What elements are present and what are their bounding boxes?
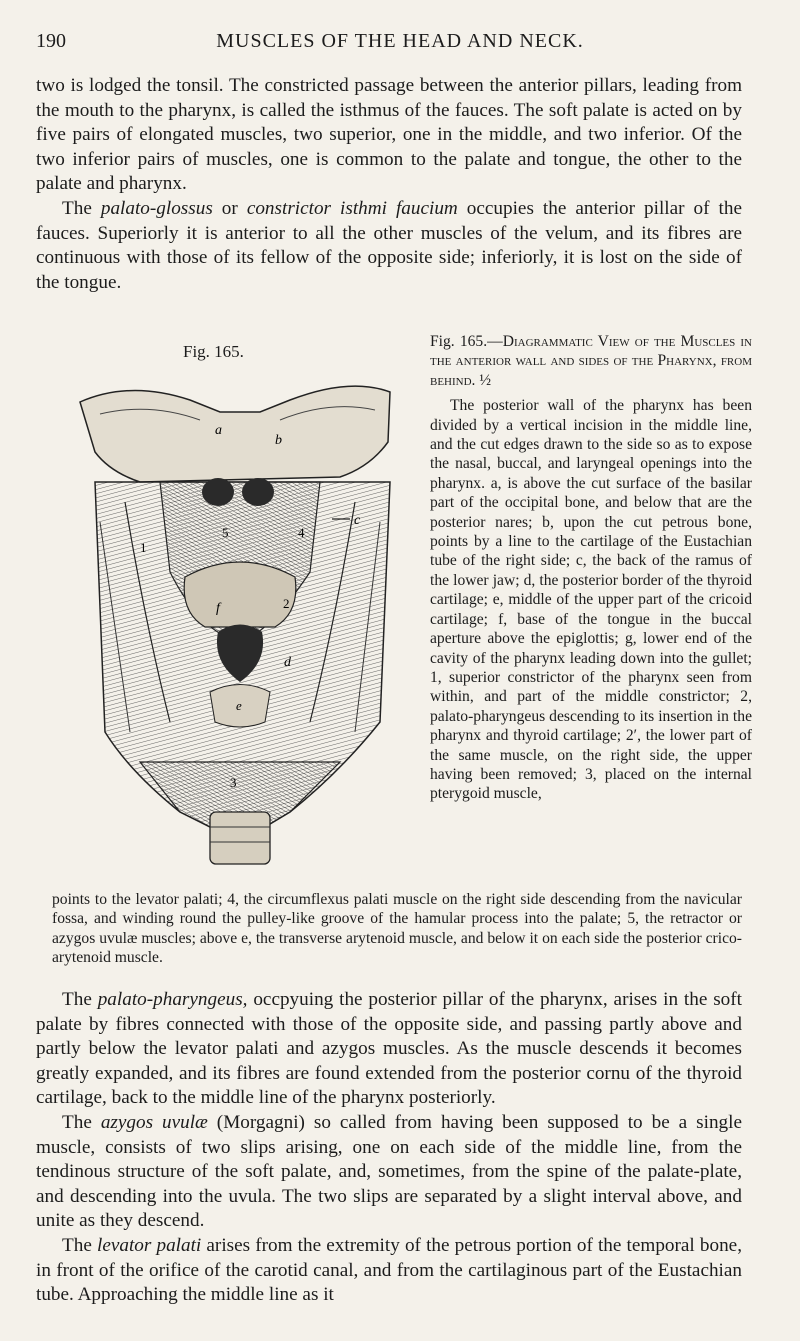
term-palato-glossus: palato-glossus — [100, 197, 213, 219]
page-number: 190 — [36, 30, 66, 52]
main-text — [36, 988, 742, 1308]
term-constrictor-isthmi-faucium: constrictor isthmi faucium — [246, 197, 458, 219]
label-a: a — [215, 423, 222, 438]
pharynx-engraving — [70, 372, 410, 868]
term-azygos-uvulae: azygos uvulæ — [100, 1111, 208, 1133]
label-b: b — [275, 433, 282, 448]
label-3: 3 — [230, 775, 237, 790]
label-5: 5 — [222, 525, 229, 540]
running-head: MUSCLES OF THE HEAD AND NECK. — [216, 30, 584, 52]
intro-text — [36, 74, 742, 295]
label-c: c — [354, 513, 361, 528]
skull-base — [80, 386, 390, 482]
term-palato-pharyngeus: palato-pharyngeus, — [97, 989, 248, 1010]
caption-continuation: points to the levator palati; 4, the circumflexus palati muscle on the right side descending from the navicular fossa, and winding round the pulley-like groove of the hamular process into the palate; 5, the retractor or azygos uvulæ muscles; above e, the transverse arytenoid muscle, and below it on each side the posterior crico-arytenoid muscle. — [52, 891, 742, 967]
paragraph-palato-glossus: The palato-glossus or constrictor isthmi faucium occupies the anterior pillar of the fauces. Superiorly it is anterior to all the other muscles of the velum, and its fibres are continuous with those of its fellow of the opposite side; inferiorly, it is lost on the side of the tongue. — [36, 197, 742, 293]
label-e: e — [236, 698, 242, 713]
page-header — [36, 30, 764, 60]
caption-body: The posterior wall of the pharynx has been divided by a vertical incision in the middle line, and the cut edges drawn to the side so as to expose the nasal, buccal, and laryngeal openings into the pharynx. a, is above the cut surface of the basilar part of the occipital bone, and below that are the posterior nares; b, upon the cut petrous bone, points by a line to the cartilage of the Eustachian tube of the right side; c, the back of the ramus of the lower jaw; d, the posterior border of the thyroid cartilage; e, middle of the upper part of the cricoid cartilage; f, base of the tongue in the buccal aperture above the epiglottis; g, lower end of the cavity of the pharynx leading down into the gullet; 1, superior constrictor of the pharynx seen from within, and part of the middle constrictor; 2, palato-pharyngeus descending to its insertion in the pharynx and thyroid cartilage; 2′, the lower part of the same muscle, on the right side, the upper having been removed; 3, placed on the internal pterygoid muscle, — [430, 397, 752, 803]
paragraph-palato-pharyngeus: The palato-pharyngeus, occpyuing the posterior pillar of the pharynx, arises in the soft palate by fibres connected with those of the opposite side, and passing partly above and partly below the levator palati and azygos muscles. As the muscle descends it becomes greatly expanded, and its fibres are found extended from the posterior cornu of the thyroid cartilage, back to the middle line of the pharynx posteriorly. — [36, 989, 742, 1109]
label-4: 4 — [298, 525, 305, 540]
buccal-aperture — [184, 562, 296, 627]
figure-caption — [430, 332, 752, 804]
esophagus — [210, 812, 270, 864]
paragraph-levator-palati: The levator palati arises from the extremity of the petrous portion of the temporal bone, in front of the orifice of the carotid canal, and from the cartilaginous part of the Eustachian tube. Approaching the middle line as it — [36, 1234, 742, 1306]
pharynx-illustration — [70, 372, 410, 868]
term-levator-palati: levator palati — [96, 1234, 202, 1256]
caption-scale: ½ — [479, 371, 492, 389]
figure-label: Fig. 165. — [183, 342, 244, 361]
posterior-nares-right — [242, 478, 274, 506]
paragraph-azygos-uvulae: The azygos uvulæ (Morgagni) so called from having been supposed to be a single muscle, consists of two slips arising, one on each side of the middle line, from the tendinous structure of the soft palate, and, sometimes, from the spine of the palate-plate, and descending into the uvula. The two slips are separated by a slight interval above, and unite as they descend. — [36, 1111, 742, 1232]
paragraph-fauces: two is lodged the tonsil. The constricted passage between the anterior pillars, leading from the mouth to the pharynx, is called the isthmus of the fauces. The soft palate is acted on by five pairs of elongated muscles, two superior, one in the middle, and two inferior. Of the two inferior pairs of muscles, one is common to the palate and tongue, the other to the palate and pharynx. — [36, 75, 742, 195]
label-1: 1 — [140, 540, 147, 555]
label-f: f — [216, 601, 220, 616]
label-d: d — [284, 655, 291, 670]
label-2: 2 — [283, 596, 290, 611]
caption-title: Fig. 165.—Diagrammatic View of the Muscles in the anterior wall and sides of the Pharynx, from behind. ½ — [430, 333, 752, 389]
posterior-nares-left — [202, 478, 234, 506]
